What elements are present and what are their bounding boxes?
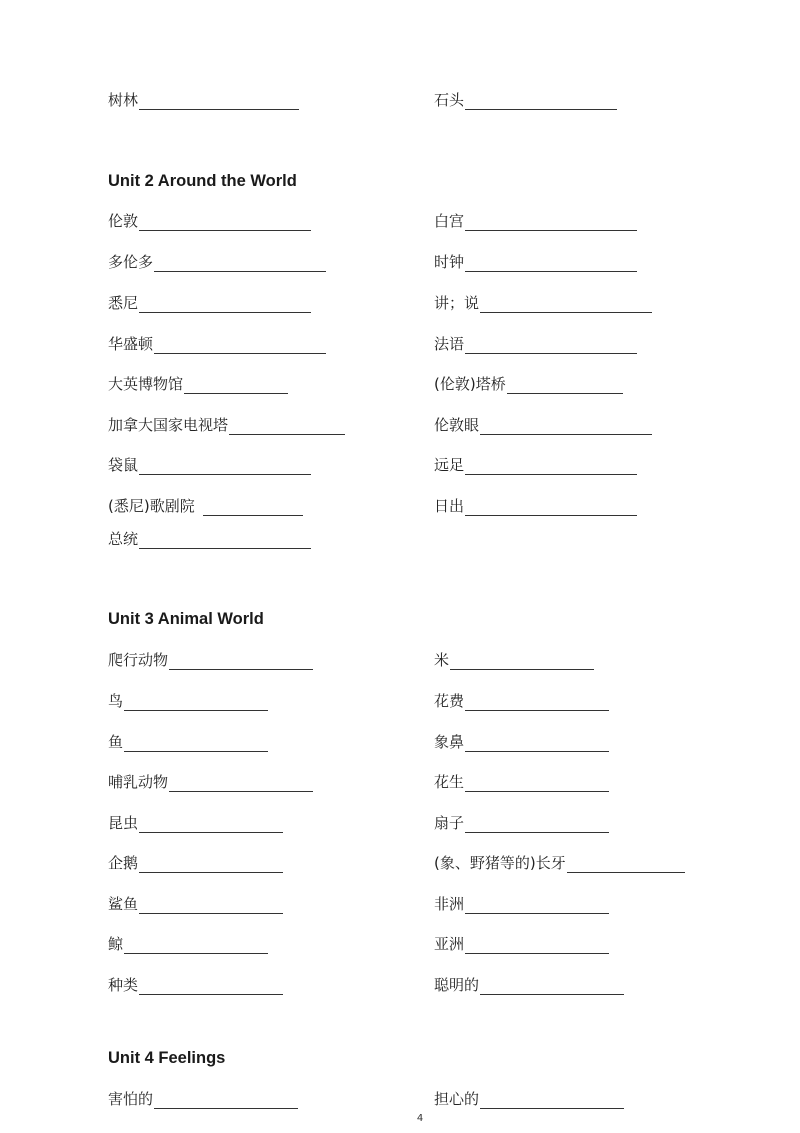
vocab-label: 哺乳动物	[108, 773, 169, 791]
vocab-item	[108, 211, 311, 231]
vocab-label: 伦敦	[108, 212, 139, 230]
vocab-label: 总统	[108, 530, 139, 548]
answer-blank[interactable]	[184, 377, 288, 394]
vocab-item	[434, 252, 637, 272]
vocab-item	[434, 772, 609, 792]
vocab-label: 爬行动物	[108, 651, 169, 669]
vocab-label: (悉尼)歌剧院	[108, 497, 195, 515]
vocab-item	[108, 529, 311, 549]
answer-blank[interactable]	[465, 255, 637, 272]
vocab-item	[434, 1089, 624, 1109]
vocab-item	[434, 691, 609, 711]
answer-blank[interactable]	[465, 897, 609, 914]
vocab-label: 花费	[434, 692, 465, 710]
answer-blank[interactable]	[465, 735, 609, 752]
vocab-item	[434, 415, 652, 435]
vocab-label: 害怕的	[108, 1090, 154, 1108]
vocab-label: 树林	[108, 91, 139, 109]
answer-blank[interactable]	[124, 694, 268, 711]
vocab-item	[108, 853, 283, 873]
answer-blank[interactable]	[154, 337, 326, 354]
answer-blank[interactable]	[169, 653, 313, 670]
vocab-item	[434, 293, 652, 313]
answer-blank[interactable]	[139, 978, 283, 995]
page-number: 4	[416, 1113, 424, 1124]
vocab-label: 种类	[108, 976, 139, 994]
vocab-label: 鱼	[108, 733, 124, 751]
answer-blank[interactable]	[465, 937, 609, 954]
vocab-label: 扇子	[434, 814, 465, 832]
answer-blank[interactable]	[139, 458, 311, 475]
vocab-item	[434, 455, 637, 475]
vocab-label: 亚洲	[434, 935, 465, 953]
answer-blank[interactable]	[480, 1092, 624, 1109]
answer-blank[interactable]	[465, 337, 637, 354]
vocab-label: 日出	[434, 497, 465, 515]
vocab-item	[434, 813, 609, 833]
answer-blank[interactable]	[139, 214, 311, 231]
vocab-label: 伦敦眼	[434, 416, 480, 434]
vocab-item	[434, 853, 685, 873]
vocab-item	[108, 374, 288, 394]
vocab-label: 昆虫	[108, 814, 139, 832]
vocab-label: 象鼻	[434, 733, 465, 751]
vocab-label: 花生	[434, 773, 465, 791]
vocab-item	[434, 934, 609, 954]
answer-blank[interactable]	[139, 897, 283, 914]
answer-blank[interactable]	[229, 418, 345, 435]
unit-3-heading: Unit 3 Animal World	[108, 610, 264, 628]
vocab-label: (伦敦)塔桥	[434, 375, 506, 393]
vocab-label: 多伦多	[108, 253, 154, 271]
vocab-item	[108, 975, 283, 995]
vocab-label: 鲨鱼	[108, 895, 139, 913]
vocab-item	[108, 894, 283, 914]
vocab-item	[108, 732, 268, 752]
vocab-item	[108, 455, 311, 475]
vocab-item-woods	[108, 90, 299, 110]
vocab-label: 法语	[434, 335, 465, 353]
vocab-label: 时钟	[434, 253, 465, 271]
vocab-item	[108, 496, 303, 516]
vocab-label: (象、野猪等的)长牙	[434, 854, 566, 872]
vocab-label: 白宫	[434, 212, 465, 230]
vocab-item	[434, 211, 637, 231]
vocab-label: 悉尼	[108, 294, 139, 312]
vocab-item	[108, 415, 345, 435]
answer-blank[interactable]	[480, 418, 652, 435]
vocab-item	[108, 650, 313, 670]
vocab-label: 企鹅	[108, 854, 139, 872]
vocab-label: 讲；说	[434, 294, 480, 312]
answer-blank[interactable]	[450, 653, 594, 670]
vocab-item	[108, 934, 268, 954]
vocab-label: 华盛顿	[108, 335, 154, 353]
vocab-item	[108, 293, 311, 313]
vocab-label: 鸟	[108, 692, 124, 710]
answer-blank[interactable]	[465, 93, 617, 110]
vocab-label: 非洲	[434, 895, 465, 913]
answer-blank[interactable]	[480, 296, 652, 313]
answer-blank[interactable]	[139, 816, 283, 833]
answer-blank[interactable]	[139, 296, 311, 313]
answer-blank[interactable]	[465, 775, 609, 792]
vocab-label: 加拿大国家电视塔	[108, 416, 229, 434]
vocab-item	[108, 691, 268, 711]
vocab-item	[434, 732, 609, 752]
vocab-label: 袋鼠	[108, 456, 139, 474]
unit-4-heading: Unit 4 Feelings	[108, 1049, 226, 1067]
answer-blank[interactable]	[507, 377, 623, 394]
vocab-item	[108, 813, 283, 833]
vocab-label: 石头	[434, 91, 465, 109]
vocab-item	[108, 772, 313, 792]
answer-blank[interactable]	[124, 735, 268, 752]
vocab-item	[108, 334, 326, 354]
answer-blank[interactable]	[139, 532, 311, 549]
answer-blank[interactable]	[465, 694, 609, 711]
answer-blank[interactable]	[480, 978, 624, 995]
answer-blank[interactable]	[465, 499, 637, 516]
vocab-item	[434, 650, 594, 670]
answer-blank[interactable]	[154, 255, 326, 272]
vocab-label: 米	[434, 651, 450, 669]
answer-blank[interactable]	[567, 856, 685, 873]
vocab-label: 大英博物馆	[108, 375, 184, 393]
vocab-label: 聪明的	[434, 976, 480, 994]
vocab-item	[108, 1089, 298, 1109]
vocab-item	[434, 374, 623, 394]
vocab-item-stone	[434, 90, 617, 110]
vocab-label: 远足	[434, 456, 465, 474]
answer-blank[interactable]	[465, 816, 609, 833]
unit-2-heading: Unit 2 Around the World	[108, 172, 297, 190]
answer-blank[interactable]	[139, 93, 299, 110]
vocab-item	[434, 334, 637, 354]
vocab-item	[434, 496, 637, 516]
answer-blank[interactable]	[124, 937, 268, 954]
vocab-item	[434, 975, 624, 995]
vocab-item	[108, 252, 326, 272]
answer-blank[interactable]	[465, 458, 637, 475]
vocab-label: 鲸	[108, 935, 124, 953]
vocab-label: 担心的	[434, 1090, 480, 1108]
answer-blank[interactable]	[465, 214, 637, 231]
answer-blank[interactable]	[169, 775, 313, 792]
answer-blank[interactable]	[139, 856, 283, 873]
answer-blank[interactable]	[203, 499, 303, 516]
answer-blank[interactable]	[154, 1092, 298, 1109]
vocab-item	[434, 894, 609, 914]
